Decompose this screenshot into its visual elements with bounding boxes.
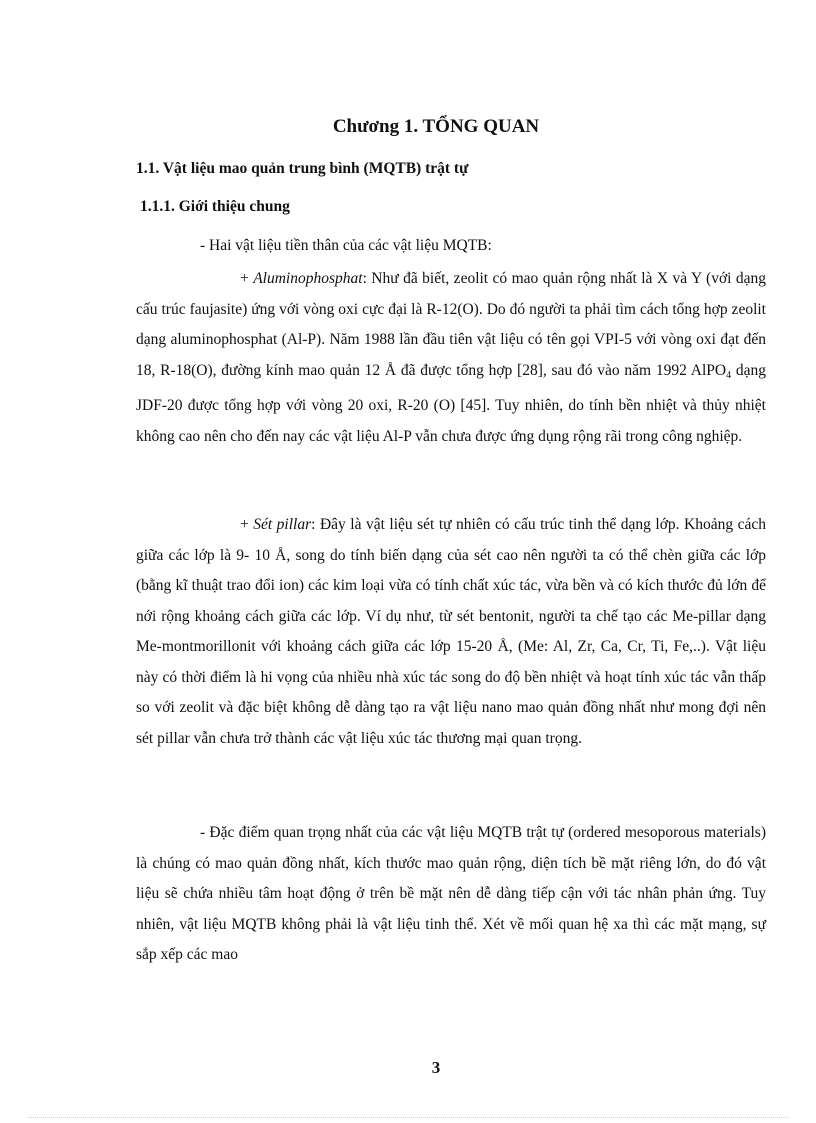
section-heading: 1.1. Vật liệu mao quản trung bình (MQTB) trật tự (136, 160, 469, 177)
aluminophosphat-paragraph (136, 264, 766, 452)
page-number: 3 (431, 1058, 441, 1077)
chapter-title: Chương 1. TỔNG QUAN (332, 116, 540, 137)
alp-prefix: + (240, 270, 254, 287)
set-term: Sét pillar (253, 516, 312, 533)
set-prefix: + (240, 516, 254, 533)
alp-text-part2: dạng JDF-20 được tổng hợp với vòng 20 oxi, R-20 (O) [45]. Tuy nhiên, do tính bền nhiệt và thủy nhiệt không cao nên cho đến nay các vật liệu Al-P vẫn chưa được ứng dụng rộng rãi trong công nghiệp. (136, 361, 766, 445)
alp-term: Aluminophosphat (253, 270, 363, 287)
alp-text-part1: : Như đã biết, zeolit có mao quản rộng nhất là X và Y (với dạng cấu trúc faujasite) ứng với vòng oxi cực đại là R-12(O). Do đó người ta phải tìm cách tổng hợp zeolit dạng aluminophosphat (Al-P). Năm 1988 lần đầu tiên vật liệu có tên gọi VPI-5 với vòng oxi đạt đến 18, R-18(O), đường kính mao quản 12 Å đã được tổng hợp [28], sau đó vào năm 1992 AlPO (136, 270, 767, 379)
page-bottom-divider (28, 1117, 788, 1118)
set-text: : Đây là vật liệu sét tự nhiên có cấu trúc tinh thể dạng lớp. Khoảng cách giữa các lớp là 9- 10 Å, song do tính biến dạng của sét cao nên người ta có thể chèn giữa các lớp (bằng kĩ thuật trao đổi ion) các kim loại vừa có tính chất xúc tác, vừa bền và có kích thước đủ lớn để nới rộng khoảng cách giữa các lớp. Ví dụ như, từ sét bentonit, người ta chế tạo các Me-pillar dạng Me-montmorillonit với khoảng cách giữa các lớp 15-20 Å, (Me: Al, Zr, Ca, Cr, Ti, Fe,..). Vật liệu này có thời điểm là hi vọng của nhiều nhà xúc tác song do độ bền nhiệt và hoạt tính xúc tác vẫn thấp so với zeolit và đặc biệt không dễ dàng tạo ra vật liệu nano mao quản đồng nhất như mong đợi nên sét pillar vẫn chưa trở thành các vật liệu xúc tác thương mại quan trọng. (136, 516, 766, 747)
intro-paragraph: - Hai vật liệu tiền thân của các vật liệu MQTB: (200, 237, 492, 254)
subsection-heading: 1.1.1. Giới thiệu chung (140, 198, 290, 215)
alp-subscript: 4 (726, 369, 732, 381)
dac-diem-paragraph: - Đặc điểm quan trọng nhất của các vật liệu MQTB trật tự (ordered mesoporous materials) là chúng có mao quản đồng nhất, kích thước mao quản rộng, diện tích bề mặt riêng lớn, do đó vật liệu sẽ chứa nhiều tâm hoạt động ở trên bề mặt nên dễ dàng tiếp cận với tác nhân phản ứng. Tuy nhiên, vật liệu MQTB không phải là vật liệu tinh thể. Xét về mối quan hệ xa thì các mặt mạng, sự sắp xếp các mao (136, 824, 766, 963)
set-pillar-paragraph (136, 510, 766, 754)
